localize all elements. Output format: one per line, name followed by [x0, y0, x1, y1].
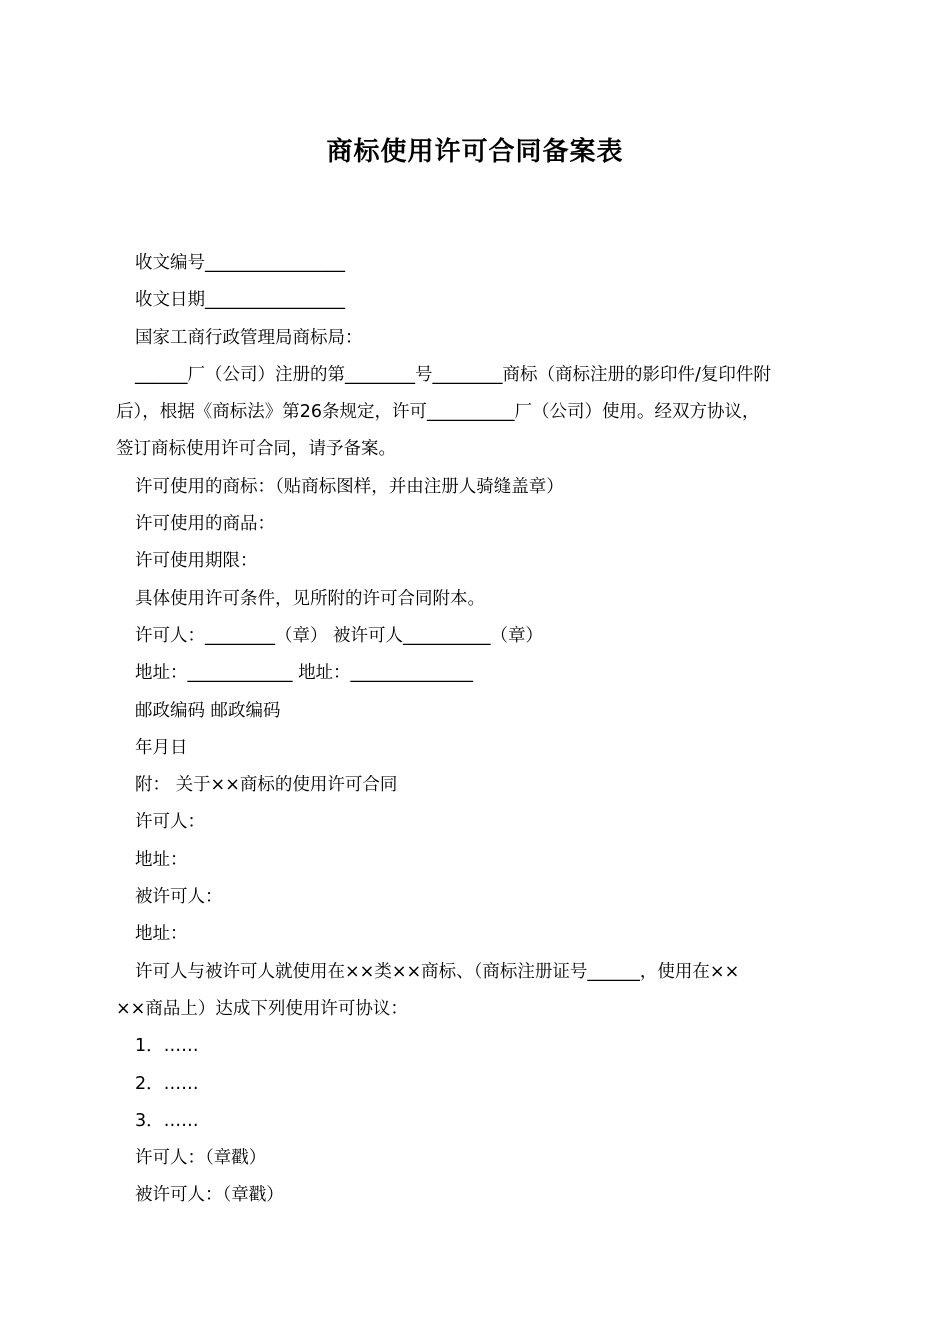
document-title: 商标使用许可合同备案表 — [326, 137, 624, 167]
license-period-line: 许可使用期限： — [135, 551, 258, 572]
attachment-title-line: 附： 关于××商标的使用许可合同 — [135, 775, 398, 796]
clause-item-3: 3．…… — [135, 1110, 199, 1131]
address-line: 地址：____________ 地址：______________ — [135, 663, 474, 684]
received-number-line: 收文编号________________ — [135, 253, 345, 273]
document-body — [116, 245, 838, 1215]
postal-code-line: 邮政编码 邮政编码 — [135, 700, 281, 721]
clause-item-1: 1．…… — [135, 1036, 199, 1057]
received-date-line: 收文日期________________ — [135, 290, 345, 311]
attachment-licensee-address-line: 地址： — [135, 924, 188, 945]
license-conditions-line: 具体使用许可条件，见所附的许可合同附本。 — [135, 588, 485, 609]
agreement-paragraph-line-2: ××商品上）达成下列使用许可协议： — [116, 998, 408, 1019]
licensor-seal-line: 许可人：（章戳） — [135, 1148, 267, 1169]
licensed-goods-line: 许可使用的商品： — [135, 514, 275, 535]
addressee-line: 国家工商行政管理局商标局： — [135, 327, 363, 348]
licensor-licensee-line: 许可人：________（章） 被许可人__________（章） — [135, 625, 544, 646]
clause-item-2: 2．…… — [135, 1073, 199, 1094]
licensee-seal-line: 被许可人：（章戳） — [135, 1185, 284, 1206]
body-paragraph-line-1: ______厂（公司）注册的第________号________商标（商标注册的影印件/复印件附 — [135, 364, 771, 385]
licensed-trademark-line: 许可使用的商标：（贴商标图样，并由注册人骑缝盖章） — [135, 476, 564, 497]
body-paragraph-line-3: 签订商标使用许可合同，请予备案。 — [116, 439, 396, 460]
agreement-paragraph-line-1: 许可人与被许可人就使用在××类××商标、（商标注册证号______，使用在×× — [135, 961, 740, 982]
body-paragraph-line-2: 后），根据《商标法》第26条规定，许可__________厂（公司）使用。经双方协议， — [116, 402, 760, 423]
attachment-licensor-address-line: 地址： — [135, 849, 188, 870]
date-line: 年月日 — [135, 737, 188, 758]
attachment-licensee-line: 被许可人： — [135, 887, 223, 908]
attachment-licensor-line: 许可人： — [135, 812, 205, 833]
